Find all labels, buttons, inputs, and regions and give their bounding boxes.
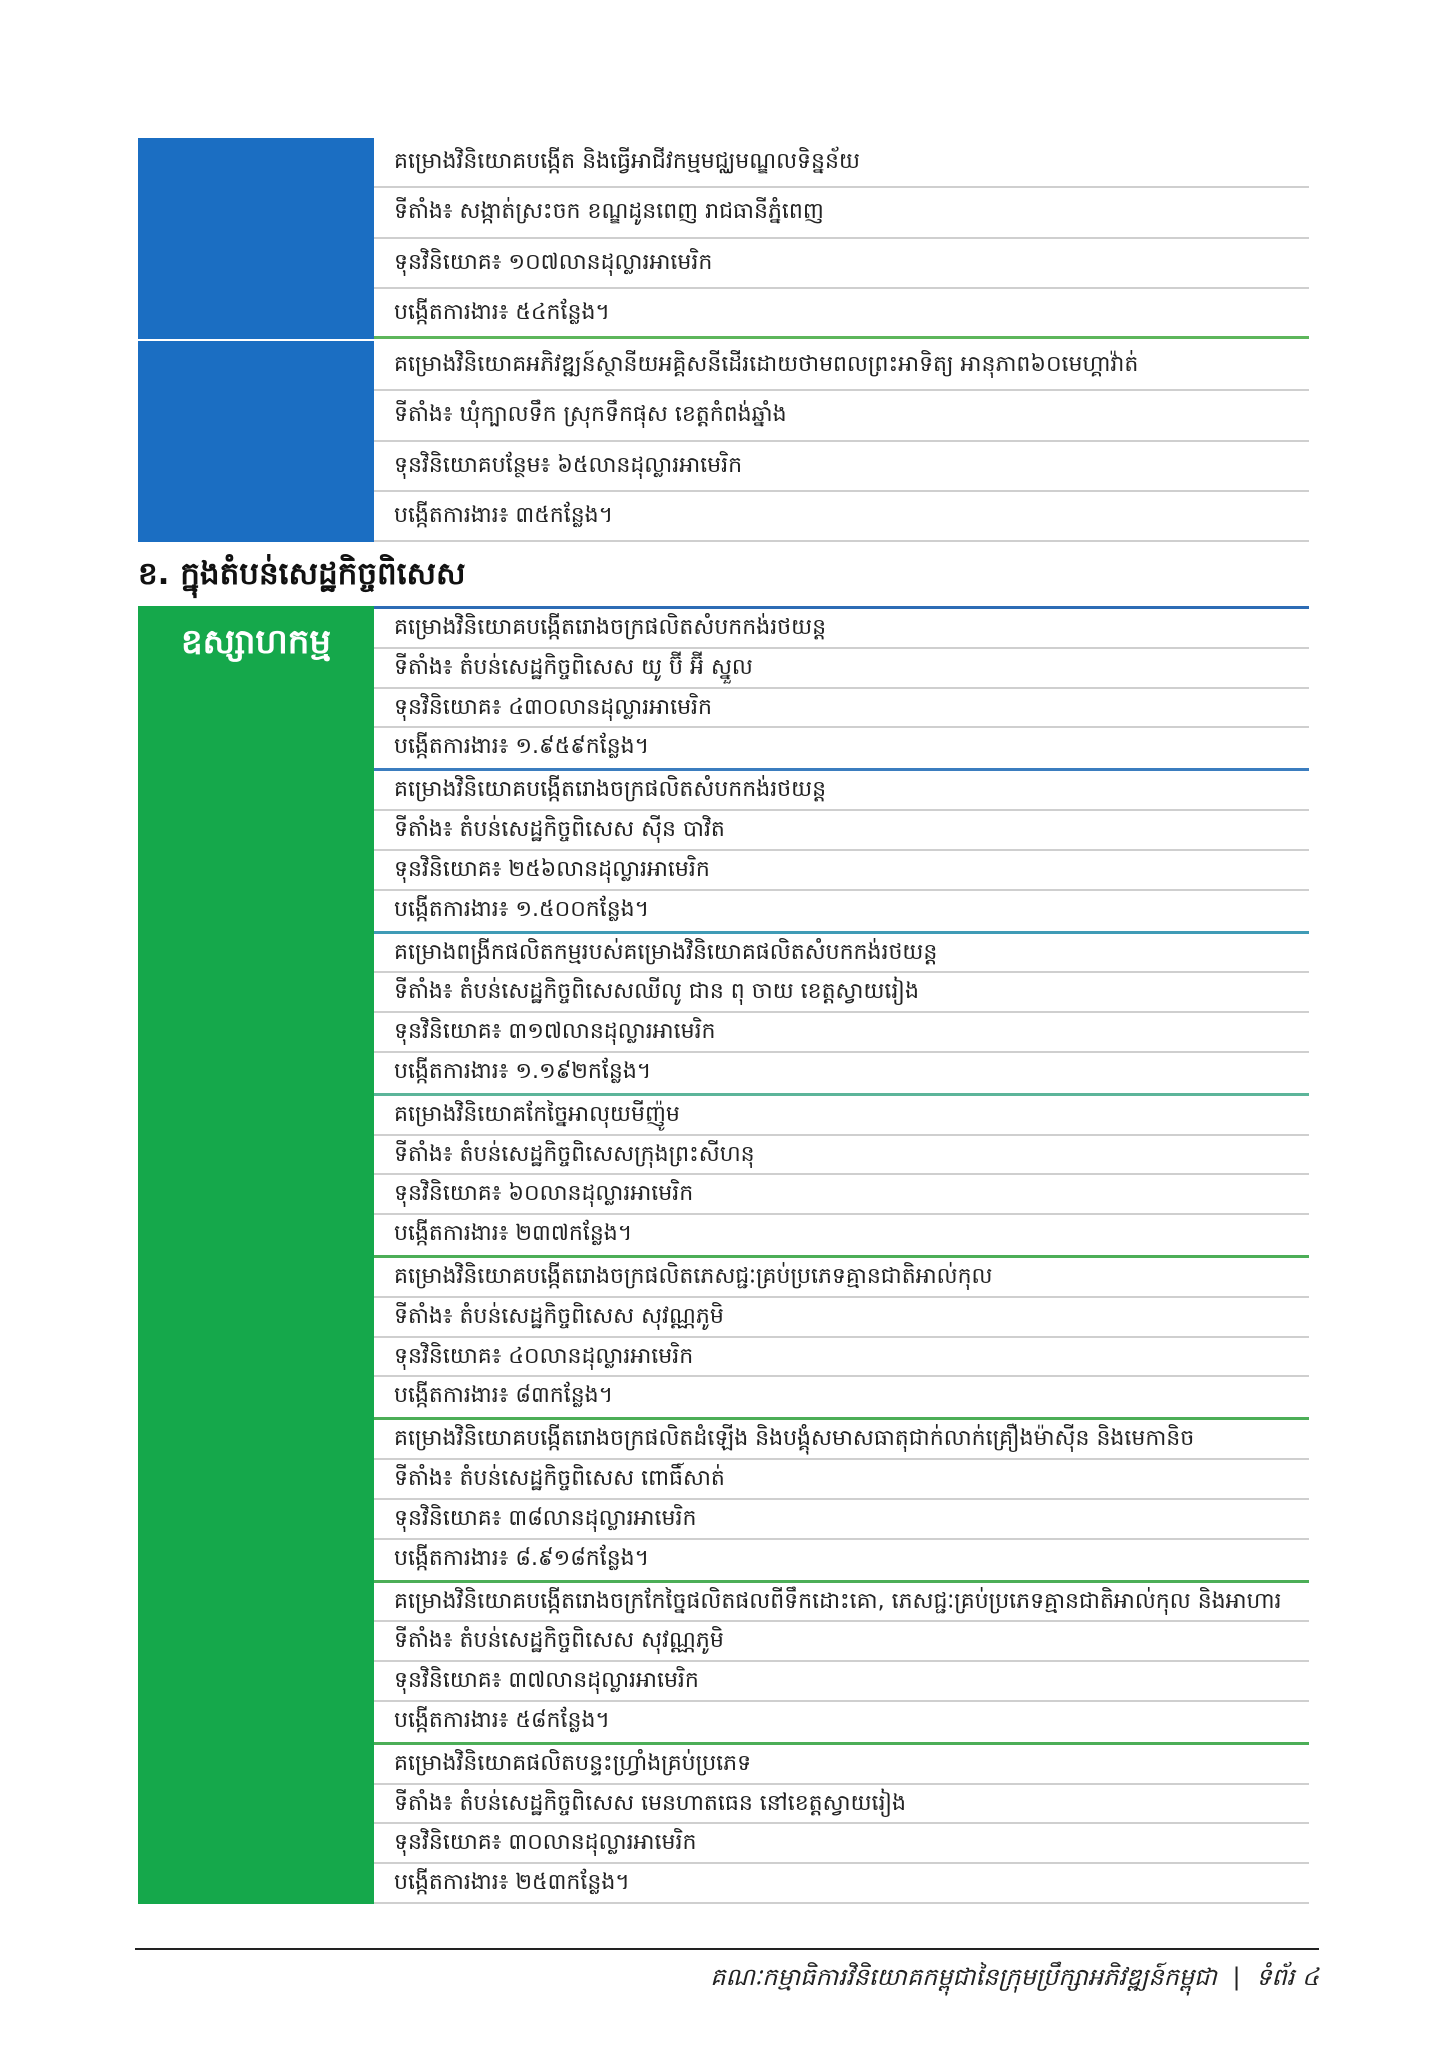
project-jobs: បង្កើតការងារ៖ ១.៩៥៩កន្លែង។ [394, 734, 650, 760]
project-title: គម្រោងវិនិយោគកែច្នៃអាលុយមីញ៉ូម [374, 1096, 1309, 1136]
page-footer [702, 1960, 1319, 1994]
project-jobs: បង្កើតការងារ៖ ៨៣កន្លែង។ [394, 1383, 614, 1409]
sector-label: ឧស្សាហកម្ម [181, 622, 331, 662]
project-capital: ទុនវិនិយោគ៖ ១០៧លានដុល្លារអាមេរិក [374, 239, 1309, 289]
category-block-blue [138, 138, 374, 339]
project-details [374, 138, 1309, 339]
project-location: ទីតាំង៖ តំបន់សេដ្ឋកិច្ចពិសេស ពោធិ៍សាត់ [374, 1460, 1309, 1500]
project-location: ទីតាំង៖ ឃុំក្បាលទឹក ស្រុកទឹកផុស ខេត្តកំពង់ឆ្នាំង [374, 391, 1309, 441]
project-capital: ទុនវិនិយោគ៖ ៣០លានដុល្លារអាមេរិក [374, 1824, 1309, 1864]
project-jobs: បង្កើតការងារ៖ ១.១៩២កន្លែង។ [394, 1058, 652, 1084]
project-location: ទីតាំង៖ សង្កាត់ស្រះចក ខណ្ឌដូនពេញ រាជធានីភ្នំពេញ [374, 188, 1309, 238]
project-entry [374, 1093, 1309, 1255]
project-capital: ទុនវិនិយោគ៖ ៣៧លានដុល្លារអាមេរិក [374, 1662, 1309, 1702]
project-location: ទីតាំង៖ តំបន់សេដ្ឋកិច្ចពិសេស សុវណ្ណភូមិ [374, 1622, 1309, 1662]
project-location: ទីតាំង៖ តំបន់សេដ្ឋកិច្ចពិសេស សុវណ្ណភូមិ [374, 1298, 1309, 1338]
project-title: គម្រោងវិនិយោគបង្កើតរោងចក្រផលិតដំឡើង និងបង្គុំសមាសធាតុជាក់លាក់គ្រឿងម៉ាស៊ីន និងមេកានិច [374, 1420, 1309, 1460]
project-title: គម្រោងវិនិយោគបង្កើតរោងចក្រផលិតសំបកកង់រថយន្ត [374, 609, 1309, 649]
footer-separator: | [1232, 1963, 1241, 1991]
page-number: ទំព័រ ៤ [1256, 1963, 1319, 1991]
project-details [374, 341, 1309, 542]
project-capital: ទុនវិនិយោគ៖ ២៥៦លានដុល្លារអាមេរិក [374, 851, 1309, 891]
project-location: ទីតាំង៖ តំបន់សេដ្ឋកិច្ចពិសេសក្រុងព្រះសីហនុ [374, 1136, 1309, 1176]
project-entry [374, 1580, 1309, 1742]
project-entry [374, 768, 1309, 930]
project-location: ទីតាំង៖ តំបន់សេដ្ឋកិច្ចពិសេសឈីលូ ជាន ពុ ចាយ ខេត្តស្វាយរៀង [374, 973, 1309, 1013]
project-jobs: បង្កើតការងារ៖ ២៥៣កន្លែង។ [374, 1864, 1309, 1904]
project-capital: ទុនវិនិយោគបន្ថែម៖ ៦៥លានដុល្លារអាមេរិក [374, 442, 1309, 492]
section-a-project-list [138, 138, 1309, 542]
project-location: ទីតាំង៖ តំបន់សេដ្ឋកិច្ចពិសេស ស៊ីន បាវិត [374, 811, 1309, 851]
project-jobs: បង្កើតការងារ៖ ៨.៩១៨កន្លែង។ [394, 1545, 650, 1571]
project-capital: ទុនវិនិយោគ៖ ៣៨លានដុល្លារអាមេរិក [374, 1500, 1309, 1540]
project-title: គម្រោងវិនិយោគផលិតបន្ទះហ្វ្រាំងគ្រប់ប្រភេទ [374, 1745, 1309, 1785]
project-capital: ទុនវិនិយោគ៖ ៤៣០លានដុល្លារអាមេរិក [374, 689, 1309, 729]
project-entry [374, 1742, 1309, 1904]
project-entry [374, 606, 1309, 768]
project-location: ទីតាំង៖ តំបន់សេដ្ឋកិច្ចពិសេស មេនហាតធេន នៅខេត្តស្វាយរៀង [374, 1785, 1309, 1825]
project-title: គម្រោងវិនិយោគបង្កើតរោងចក្រកែច្នៃផលិតផលពីទឹកដោះគោ, ភេសជ្ជៈគ្រប់ប្រភេទគ្មានជាតិអាល់កុល និងអាហារ [374, 1583, 1309, 1623]
project-title: គម្រោងពង្រីកផលិតកម្មរបស់គម្រោងវិនិយោគផលិតសំបកកង់រថយន្ត [374, 934, 1309, 974]
section-heading: ខ. ក្នុងតំបន់សេដ្ឋកិច្ចពិសេស [138, 556, 466, 592]
project-entry [138, 341, 1309, 542]
footer-title: គណៈកម្មាធិការវិនិយោគកម្ពុជានៃក្រុមប្រឹក្សាអភិវឌ្ឍន៍កម្ពុជា [710, 1963, 1217, 1991]
project-jobs: បង្កើតការងារ៖ ៥៤កន្លែង។ [374, 289, 1309, 339]
project-entry [374, 931, 1309, 1093]
project-entry [374, 1417, 1309, 1579]
project-jobs: បង្កើតការងារ៖ ២៣៧កន្លែង។ [394, 1221, 633, 1247]
project-capital: ទុនវិនិយោគ៖ ៤០លានដុល្លារអាមេរិក [374, 1338, 1309, 1378]
project-jobs: បង្កើតការងារ៖ ៣៥កន្លែង។ [374, 492, 1309, 542]
project-jobs: បង្កើតការងារ៖ ៥៨កន្លែង។ [394, 1707, 610, 1733]
project-title: គម្រោងវិនិយោគបង្កើតរោងចក្រផលិតសំបកកង់រថយន្ត [374, 771, 1309, 811]
project-title: គម្រោងវិនិយោគបង្កើត និងធ្វើអាជីវកម្មមជ្ឈមណ្ឌលទិន្នន័យ [374, 138, 1309, 188]
category-block-green [138, 606, 374, 1904]
project-jobs: បង្កើតការងារ៖ ១.៥០០កន្លែង។ [394, 896, 650, 922]
project-location: ទីតាំង៖ តំបន់សេដ្ឋកិច្ចពិសេស យូ ប៊ី អ៊ី ស្នួល [374, 649, 1309, 689]
project-entry [138, 138, 1309, 339]
project-capital: ទុនវិនិយោគ៖ ៣១៧លានដុល្លារអាមេរិក [374, 1013, 1309, 1053]
section-b-project-list [138, 606, 1309, 1904]
footer-divider [135, 1948, 1319, 1950]
project-entry [374, 1255, 1309, 1417]
project-list [374, 606, 1309, 1904]
project-title: គម្រោងវិនិយោគអភិវឌ្ឍន៍ស្ថានីយអគ្គិសនីដើរដោយថាមពលព្រះអាទិត្យ អានុភាព៦០មេហ្គាវ៉ាត់ [374, 341, 1309, 391]
project-capital: ទុនវិនិយោគ៖ ៦០លានដុល្លារអាមេរិក [374, 1175, 1309, 1215]
project-title: គម្រោងវិនិយោគបង្កើតរោងចក្រផលិតភេសជ្ជៈគ្រប់ប្រភេទគ្មានជាតិអាល់កុល [374, 1258, 1309, 1298]
category-block-blue [138, 341, 374, 542]
